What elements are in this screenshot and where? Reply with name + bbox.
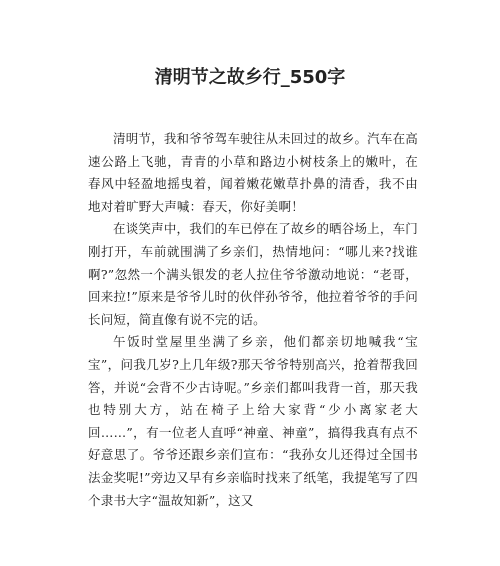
- paragraph: 午饭时堂屋里坐满了乡亲，他们都亲切地喊我“宝宝”，问我几岁?上几年级?那天爷爷特别高兴，抢着帮我回答，并说“会背不少古诗呢。”乡亲们都叫我背一首，那天我也特别大方，站在椅子上给大家背“少小离家老大回……”，有一位老人直呼“神童、神童”，搞得我真有点不好意思了。爷爷还跟乡亲们宣布：“我孙女儿还得过全国书法金奖呢!”旁边又早有乡亲临时找来了纸笔，我提笔写了四个隶书大字“温故知新”，这又: [88, 334, 418, 508]
- document-title: 清明节之故乡行_550字: [154, 67, 346, 88]
- paragraph: 清明节，我和爷爷驾车驶往从未回过的故乡。汽车在高速公路上飞驰，青青的小草和路边小树枝条上的嫩叶，在春风中轻盈地摇曳着，闻着嫩花嫩草扑鼻的清香，我不由地对着旷野大声喊：春天，你好美啊！: [88, 131, 418, 214]
- paragraph: 在谈笑声中，我们的车已停在了故乡的晒谷场上，车门刚打开，车前就围满了乡亲们，热情地问：“哪儿来?找谁啊?”忽然一个满头银发的老人拉住爷爷激动地说：“老哥，回来拉!”原来是爷爷儿时的伙伴孙爷爷，他拉着爷爷的手问长问短，简直像有说不完的话。: [88, 221, 418, 327]
- article-body: [88, 128, 418, 512]
